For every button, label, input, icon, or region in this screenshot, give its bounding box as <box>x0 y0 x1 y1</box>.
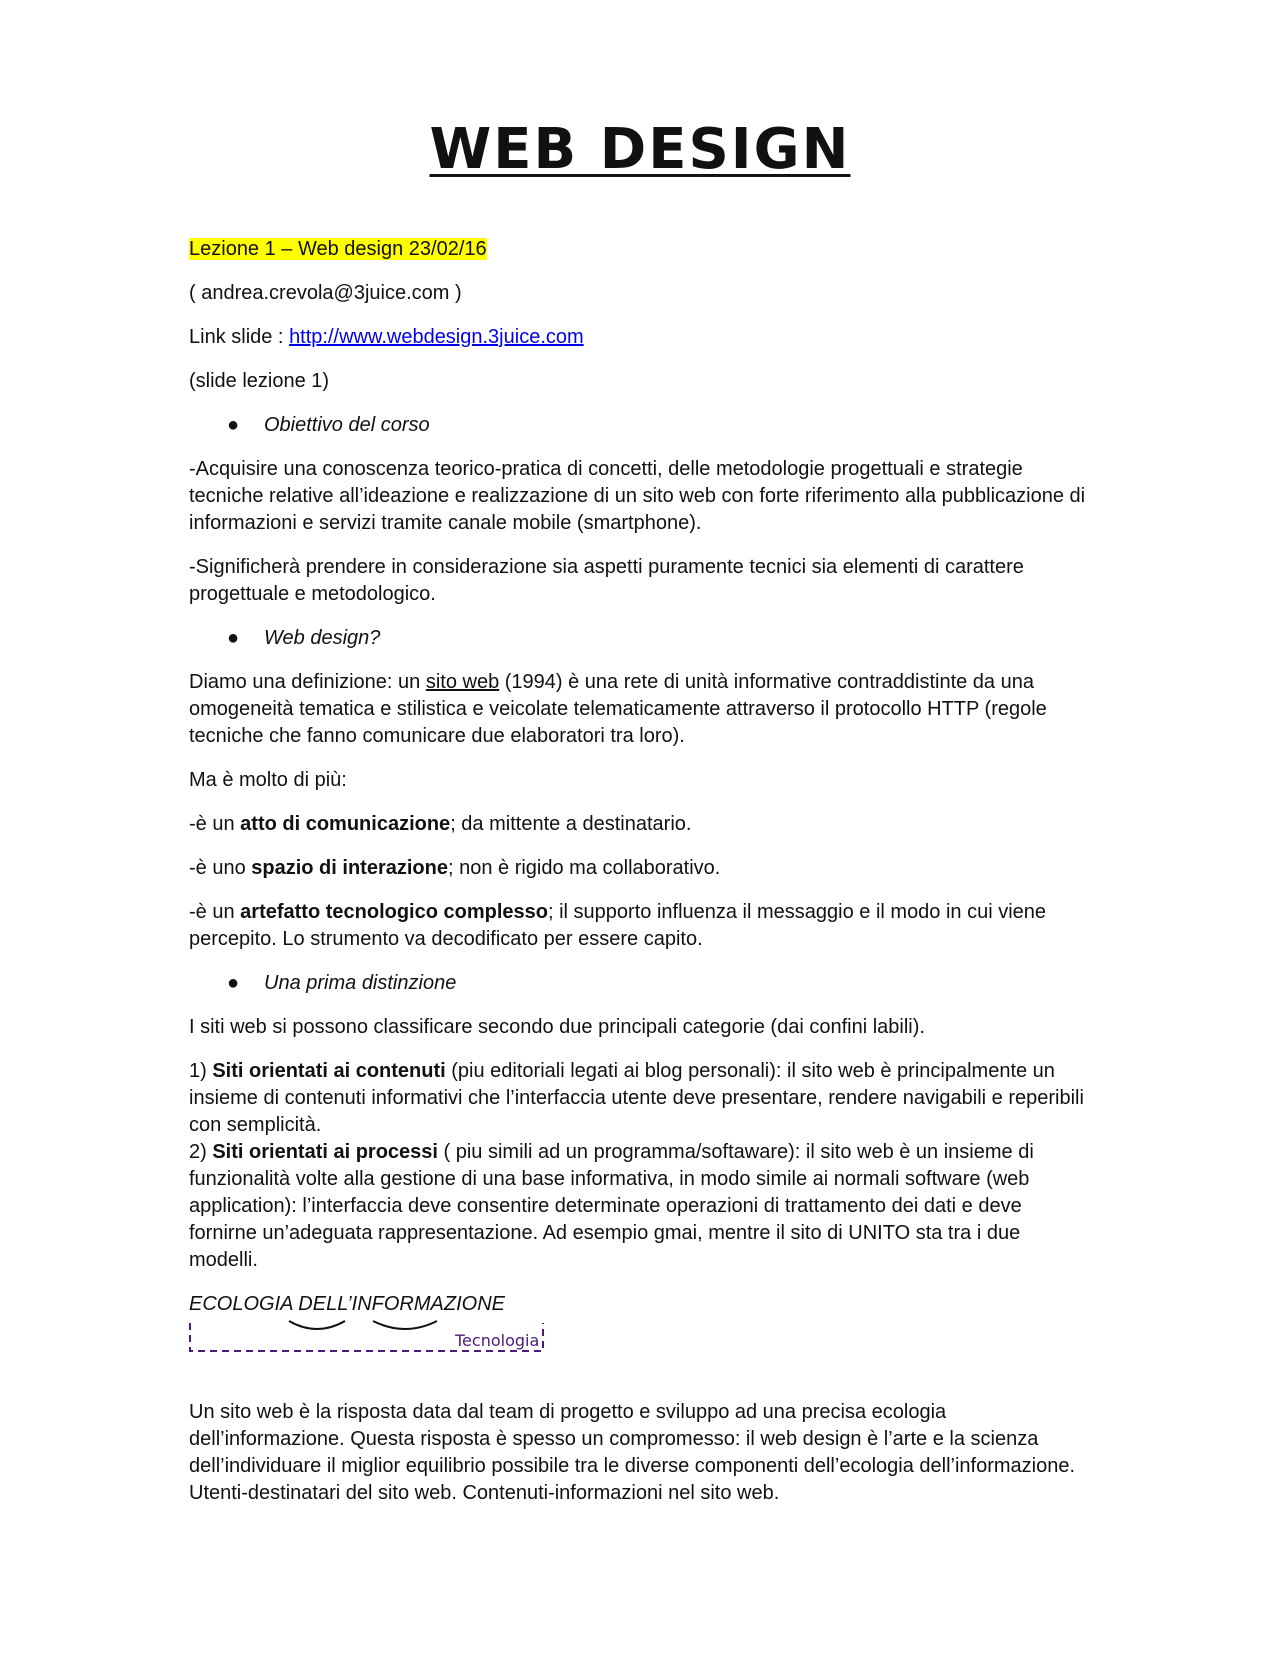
category-text: (piu editoriali legati ai blog personali): il sito web è principalmente un insieme di contenuti informativi che l’interfaccia utente deve presentare, rendere navigabili e reperibili con semplicità. <box>189 1060 1084 1136</box>
item-prefix: -è uno <box>189 857 252 879</box>
bullet-objective-label: Obiettivo del corso <box>264 414 430 436</box>
more-line: Ma è molto di più: <box>189 769 347 791</box>
slides-link[interactable]: http://www.webdesign.3juice.com <box>289 326 584 348</box>
bullet-objective <box>189 412 1094 439</box>
bullet-web-design <box>189 625 1094 652</box>
category-text: ( piu simili ad un programma/softaware): il sito web è un insieme di funzionalità volte alla gestione di una base informativa, in modo simile ai normali software (web application): l’interfaccia deve consentire determinate operazioni di trattamento dei dati e deve fornirne un’adeguata rappresentazione. Ad esempio gmai, mentre il sito di UNITO sta tra i due modelli. <box>189 1141 1034 1271</box>
item-interaction <box>189 855 1094 882</box>
definition-term: sito web <box>425 671 500 693</box>
item-bold: artefatto tecnologico complesso <box>240 901 548 923</box>
bullet-distinction-label: Una prima distinzione <box>264 972 457 994</box>
objective-paragraph-1: -Acquisire una conoscenza teorico-pratica di concetti, delle metodologie progettuali e strategie tecniche relative all’ideazione e realizzazione di un sito web con forte riferimento alla pubblicazione di informazioni e servizi tramite canale mobile (smartphone). <box>189 458 1086 534</box>
category-bold: Siti orientati ai processi <box>212 1141 438 1163</box>
item-bold: spazio di interazione <box>251 857 448 879</box>
document-body <box>189 236 1094 1524</box>
bullet-icon: ● <box>227 414 240 436</box>
category-content <box>189 1058 1094 1139</box>
item-artifact <box>189 899 1094 953</box>
definition-pre: Diamo una definizione: un <box>189 671 426 693</box>
link-label: Link slide : <box>189 326 290 348</box>
ecology-diagram <box>189 1291 1094 1381</box>
bullet-icon: ● <box>227 627 240 649</box>
category-number: 1) <box>189 1060 213 1082</box>
bullet-icon: ● <box>227 972 240 994</box>
category-bold: Siti orientati ai contenuti <box>212 1060 446 1082</box>
lesson-line <box>189 236 1094 263</box>
bullet-distinction <box>189 970 1094 997</box>
ecology-title: ECOLOGIA DELL’INFORMAZIONE <box>189 1293 505 1315</box>
item-text: ; da mittente a destinatario. <box>450 813 692 835</box>
item-bold: atto di comunicazione <box>240 813 451 835</box>
definition-post: (1994) è una rete di unità informative contraddistinte da una omogeneità tematica e stilistica e veicolate telematicamente attraverso il protocollo HTTP (regole tecniche che fanno comunicare due elaboratori tra loro). <box>189 671 1047 747</box>
categories-intro: I siti web si possono classificare secondo due principali categorie (dai confini labili). <box>189 1016 925 1038</box>
ecology-paragraph: Un sito web è la risposta data dal team di progetto e sviluppo ad una precisa ecologia dell’informazione. Questa risposta è spesso un compromesso: il web design è l’arte e la scienza dell’individuare il miglior equilibrio possibile tra le diverse componenti dell’ecologia dell’informazione. Utenti-destinatari del sito web. Contenuti-informazioni nel sito web. <box>189 1401 1076 1504</box>
definition-paragraph <box>189 669 1094 750</box>
bullet-web-design-label: Web design? <box>264 627 381 649</box>
link-line <box>189 324 1094 351</box>
item-prefix: -è un <box>189 813 241 835</box>
item-prefix: -è un <box>189 901 241 923</box>
brace-arc-right <box>373 1321 437 1329</box>
technology-label: Tecnologia <box>455 1331 540 1350</box>
page-title <box>0 110 1280 190</box>
item-communication <box>189 811 1094 838</box>
lesson-highlight: Lezione 1 – Web design 23/02/16 <box>189 238 487 260</box>
item-text: ; il supporto influenza il messaggio e il modo in cui viene percepito. Lo strumento va decodificato per essere capito. <box>189 901 1047 950</box>
item-text: ; non è rigido ma collaborativo. <box>447 857 721 879</box>
category-process <box>189 1139 1094 1274</box>
category-number: 2) <box>189 1141 213 1163</box>
email-line: ( andrea.crevola@3juice.com ) <box>189 282 462 304</box>
objective-paragraph-2: -Significherà prendere in considerazione sia aspetti puramente tecnici sia elementi di carattere progettuale e metodologico. <box>189 556 1024 605</box>
brace-arc-left <box>289 1321 345 1329</box>
page-title-text: WEB DESIGN <box>429 117 851 182</box>
slide-reference: (slide lezione 1) <box>189 370 330 392</box>
